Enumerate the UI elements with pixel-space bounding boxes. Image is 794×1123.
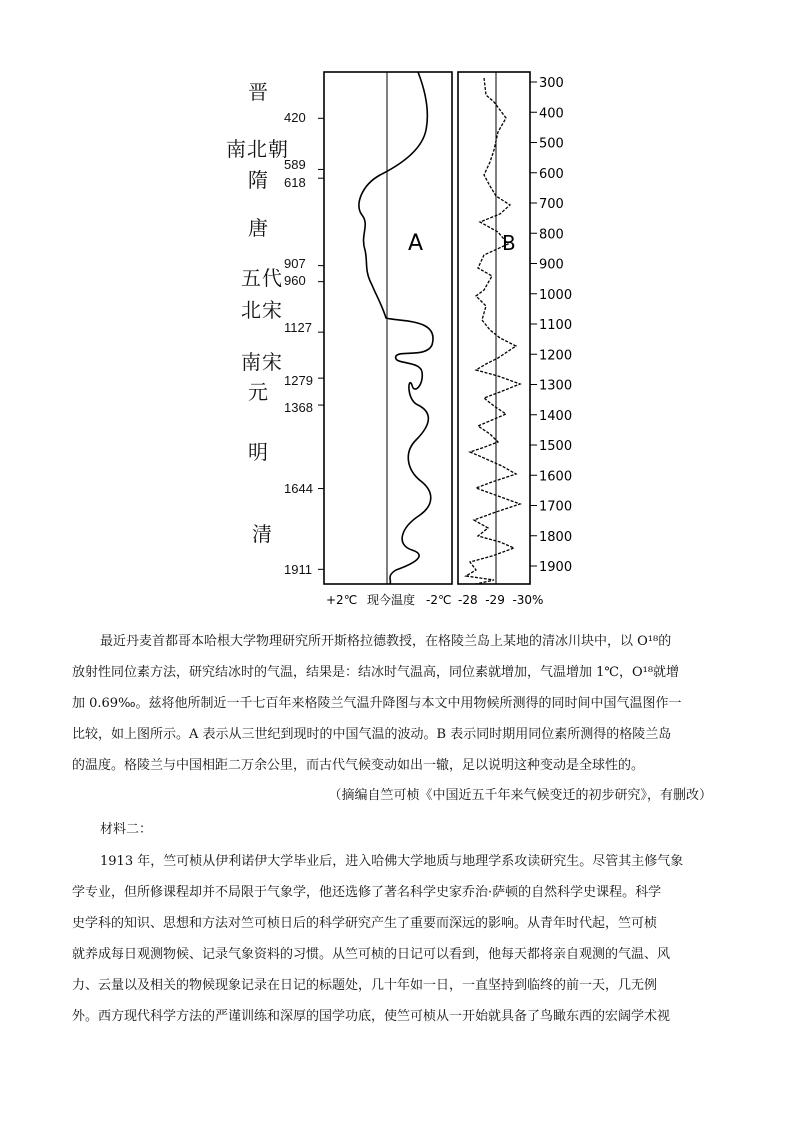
year-label: 1279: [284, 373, 313, 388]
dynasty-label: 南北朝: [226, 137, 289, 161]
dynasty-label: 明: [248, 440, 269, 464]
right-axis-tick-label: 700: [539, 197, 564, 212]
right-axis-tick-label: 1800: [539, 529, 573, 545]
text-line: 的温度。格陵兰与中国相距二万余公里，而古代气候变动如出一辙，足以说明这种变动是全球性的。: [72, 758, 645, 773]
text-line: 力、云量以及相关的物候现象记录在日记的标题处，几十年如一日，一直坚持到临终的前一天，几无例: [72, 978, 658, 993]
axis-a-left-label: +2℃: [326, 593, 358, 607]
text-line: 学专业，但所修课程却并不局限于气象学，他还选修了著名科学史家乔治·萨顿的自然科学史课程。科学: [72, 885, 662, 900]
dynasty-label: 隋: [248, 168, 269, 192]
year-label: 907: [284, 256, 306, 271]
right-axis-tick-label: 1000: [539, 287, 573, 303]
year-label: 1644: [284, 481, 313, 496]
material-two-heading: 材料二：: [100, 822, 153, 837]
right-axis-tick-label: 1700: [539, 499, 573, 515]
right-axis-tick-marks: [530, 82, 537, 566]
text-line: 最近丹麦首都哥本哈根大学物理研究所开斯格拉德教授，在格陵兰岛上某地的清冰川块中，以 O¹⁸的: [100, 634, 672, 649]
text-line: 外。西方现代科学方法的严谨训练和深厚的国学功底，使竺可桢从一开始就具备了鸟瞰东西的宏阔学术视: [72, 1009, 671, 1024]
year-label: 1127: [284, 320, 312, 335]
paragraph-1: [72, 626, 724, 781]
dynasty-label: 北宋: [241, 298, 283, 322]
right-axis-tick-label: 1200: [539, 348, 573, 364]
text-line: 加 0.69‰。兹将他所制近一千七百年来格陵兰气温升降图与本文中用物候所测得的同时间中国气温图作一: [72, 696, 682, 711]
right-axis-tick-label: 900: [539, 257, 564, 273]
text-line: 比较，如上图所示。A 表示从三世纪到现时的中国气温的波动。B 表示同时期用同位素所测得的格陵兰岛: [72, 727, 672, 742]
dynasty-label: 南宋: [241, 350, 283, 374]
text-line: 放射性同位素方法，研究结冰时的气温，结果是：结冰时气温高，同位素就增加，气温增加 1℃，O¹⁸就增: [72, 665, 680, 680]
axis-b-label: -28 -29 -30%: [458, 593, 544, 607]
text-line: 1913 年，竺可桢从伊利诺伊大学毕业后，进入哈佛大学地质与地理学系攻读研究生。尽管其主修气象: [100, 854, 684, 869]
right-axis-tick-label: 600: [539, 166, 564, 182]
panel-b-label: B: [502, 231, 516, 255]
axis-a-right-label: -2℃: [426, 593, 452, 607]
right-axis-tick-label: 400: [539, 106, 564, 122]
year-label: 1368: [284, 400, 313, 415]
year-label: 960: [284, 273, 306, 288]
text-line: 就养成每日观测物候、记录气象资料的习惯。从竺可桢的日记可以看到，他每天都将亲自观测的气温、风: [72, 947, 671, 962]
source-citation: （摘编自竺可桢《中国近五千年来气候变迁的初步研究》，有删改）: [328, 788, 712, 803]
panel-b-isotope-curve: [466, 78, 520, 584]
right-axis-tick-label: 1500: [539, 439, 573, 454]
right-axis-tick-label: 1100: [539, 318, 573, 333]
year-label: 420: [284, 110, 306, 125]
right-axis-tick-label: 1300: [539, 378, 573, 394]
dynasty-label: 唐: [248, 216, 269, 240]
year-label: 589: [284, 157, 306, 172]
dynasty-label: 晋: [248, 80, 269, 104]
dynasty-label: 清: [252, 522, 273, 546]
right-axis-tick-label: 500: [539, 136, 564, 152]
right-axis-tick-label: 1900: [539, 560, 573, 575]
year-tick-marks: [318, 118, 324, 569]
text-line: 史学科的知识、思想和方法对竺可桢日后的科学研究产生了重要而深远的影响。从青年时代起，竺可桢: [72, 916, 658, 931]
right-axis-tick-label: 1400: [539, 408, 573, 424]
dynasty-label: 五代: [241, 266, 283, 290]
panel-a-label: A: [408, 231, 424, 256]
panel-a-temperature-curve: [359, 72, 433, 584]
paragraph-2: [72, 846, 724, 1032]
right-axis-tick-label: 300: [539, 76, 564, 91]
year-label: 1911: [284, 562, 312, 577]
year-label: 618: [284, 175, 306, 190]
right-axis-tick-labels: [539, 76, 572, 575]
right-axis-tick-label: 800: [539, 227, 564, 243]
dynasty-label: 元: [248, 380, 269, 404]
panel-a-frame: [324, 72, 452, 584]
axis-a-mid-label: 现今温度: [367, 593, 416, 607]
right-axis-tick-label: 1600: [539, 469, 573, 485]
